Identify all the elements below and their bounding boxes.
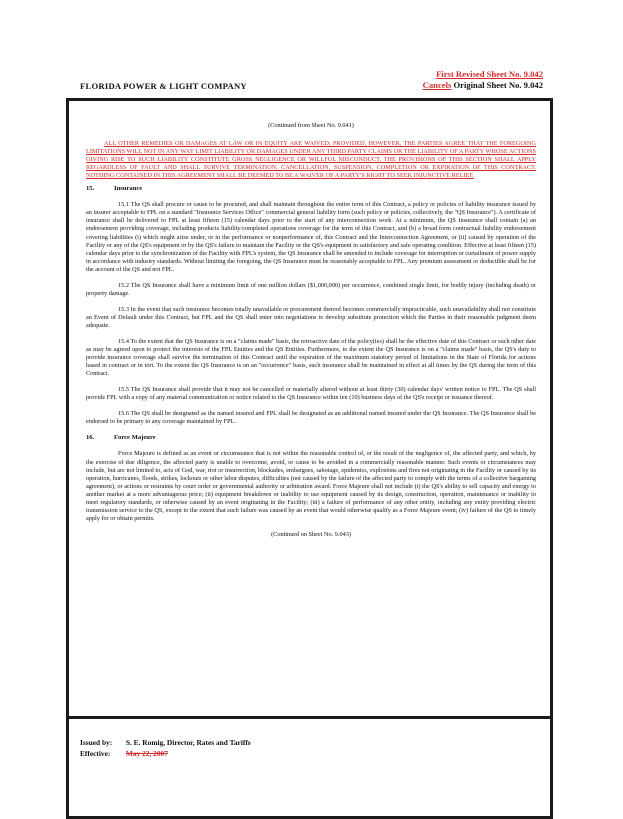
revised-waiver-paragraph: ALL OTHER REMEDIES OR DAMAGES AT LAW OR IN EQUITY ARE WAIVED; PROVIDED, HOWEVER, THE PARTIES AGREE THAT THE FOREGOING LIMITATIONS WILL NOT IN ANY WAY LIMIT LIABILITY OR DAMAGES UNDER ANY THIRD PARTY CLAIMS OR THE LIABILITY OF A PARTY WHOSE ACTIONS GIVING RISE TO SUCH LIABILITY CONSTITUTE GROSS NEGLIGENCE OR WILLFUL MISCONDUCT. THE PROVISIONS OF THIS SECTION SHALL APPLY REGARDLESS OF FAULT AND SHALL SURVIVE TERMINATION, CANCELLATION, SUSPENSION, COMPLETION OR EXPIRATION OF THIS CONTRACT. NOTHING CONTAINED IN THIS AGREEMENT SHALL BE DEEMED TO BE A WAIVER OF A PARTY'S RIGHT TO SEEK INJUNCTIVE RELIEF. <box>86 140 536 180</box>
revised-sheet-number: First Revised Sheet No. 9.042 <box>436 69 543 79</box>
issued-by-line <box>80 738 251 749</box>
effective-label: Effective: <box>80 748 111 758</box>
section-15-number: 15. <box>86 185 95 193</box>
continued-from-note: (Continued from Sheet No. 9.041) <box>268 122 354 129</box>
effective-date: May 22, 2007 <box>125 748 168 758</box>
section-16-title: Force Majeure <box>114 434 156 442</box>
frame-divider <box>66 716 553 719</box>
paragraph-15-4: 15.4 To the extent that the QS Insurance is on a "claims made" basis, the retroactive date of the policy(ies) shall be the effective date of this Contract or such other date as may be agreed upon to protect the interests of the FPL Entities and the QS Entities. Furthermore, to the extent the QS Insurance is on a "claims made" basis, the QS's duty to provide insurance coverage shall survive the termination of this Contract until the expiration of the maximum statutory period of limitations in the State of Florida for actions based in contract or in tort. To the extent the QS Insurance is on an "occurrence" basis, such insurance shall be maintained in effect at all times by the QS during the term of this Contract. <box>86 337 536 378</box>
section-16-number: 16. <box>86 434 95 442</box>
paragraph-15-5: 15.5 The QS Insurance shall provide that it may not be cancelled or materially altered without at least thirty (30) calendar days' written notice to FPL. The QS shall provide FPL with a copy of any material communication or notice related to the QS Insurance within ten (10) business days of the QS's receipt or issuance thereof. <box>86 386 536 402</box>
section-16-heading <box>86 434 536 442</box>
sheet-number-block <box>423 69 543 91</box>
paragraph-15-2: 15.2 The QS Insurance shall have a minimum limit of one million dollars ($1,000,000) per occurrence, combined single limit, for bodily injury (including death) or property damage. <box>86 281 536 297</box>
effective-line <box>80 749 251 760</box>
company-name: FLORIDA POWER & LIGHT COMPANY <box>80 81 247 91</box>
issued-by-label: Issued by: <box>80 738 113 747</box>
cancels-word: Cancels <box>422 80 452 90</box>
paragraph-15-3: 15.3 In the event that such insurance becomes totally unavailable or procurement thereof becomes commercially impracticable, such unavailability shall not constitute an Event of Default under this Contract, but FPL and the QS shall enter into negotiations to develop substitute protection which the Parties in their reasonable judgment deem adequate. <box>86 305 536 329</box>
paragraph-16: Force Majeure is defined as an event or circumstance that is not within the reasonable control of, or the result of the negligence of, the affected party, and which, by the exercise of due diligence, the affected party is unable to overcome, avoid, or cause to be avoided in a commercially reasonable manner. Such events or circumstances may include, but are not limited to, acts of God, war, riot or insurrection, blockades, embargoes, sabotage, epidemics, explosions and fires not originating in the Facility or caused by its operation, hurricanes, floods, strikes, lockouts or other labor disputes, difficulties (not caused by the failure of the affected party to comply with the terms of a collective bargaining agreement), or actions or restraints by court order or governmental authority or arbitration award. Force Majeure shall not include (i) the QS's ability to sell capacity and energy to another market at a more advantageous price; (ii) equipment breakdown or inability to use equipment caused by its design, construction, operation, maintenance or inability to meet regulatory standards, or otherwise caused by an event originating in the Facility; (iii) a failure of performance of any other entity, including any entity providing electric transmission service to the QS, except to the extent that such failure was caused by an event that would otherwise qualify as a Force Majeure event; (iv) failure of the QS to timely apply for or obtain permits. <box>86 450 536 522</box>
cancels-line <box>423 80 543 91</box>
section-15-heading <box>86 185 536 193</box>
sheet-body <box>86 122 536 539</box>
issuance-block <box>80 738 251 759</box>
paragraph-15-6: 15.6 The QS shall be designated as the named insured and FPL shall be designated as an additional named insured under the QS Insurance. The QS Insurance shall be endorsed to be primary to any coverage maintained by FPL. <box>86 410 536 426</box>
continued-on-note: (Continued on Sheet No. 9.043) <box>271 530 351 538</box>
original-sheet-number: Original Sheet No. 9.042 <box>451 80 543 90</box>
paragraph-15-1: 15.1 The QS shall procure or cause to be procured, and shall maintain throughout the entire term of this Contract, a policy or policies of liability insurance issued by an insurer acceptable to FPL on a standard "Insurance Services Office" commercial general liability form (such policy or policies, collectively, the "QS Insurance"). A certificate of insurance shall be delivered to FPL at least fifteen (15) calendar days prior to the start of any interconnection work. At a minimum, the QS Insurance shall contain (a) an endorsement providing coverage, including products liability/completed operations coverage for the term of this Contract, and (b) a broad form contractual liability endorsement covering liabilities (i) which might arise under, or in the performance or nonperformance of, this Contract and the Interconnection Agreement, or (ii) caused by operation of the Facility or any of the QS's equipment or by the QS's failure to maintain the Facility or the QS's equipment in satisfactory and safe operating condition. Effective at least fifteen (15) calendar days prior to the synchronization of the Facility with FPL's system, the QS Insurance shall be amended to include coverage for interruption or curtailment of power supply in accordance with industry standards. Without limiting the foregoing, the QS Insurance must be reasonably acceptable to FPL. Any premium assessment or deductible shall be for the account of the QS and not FPL. <box>86 201 536 273</box>
issued-by-value: S. E. Romig, Director, Rates and Tariffs <box>125 738 251 747</box>
section-15-title: Insurance <box>114 185 143 193</box>
